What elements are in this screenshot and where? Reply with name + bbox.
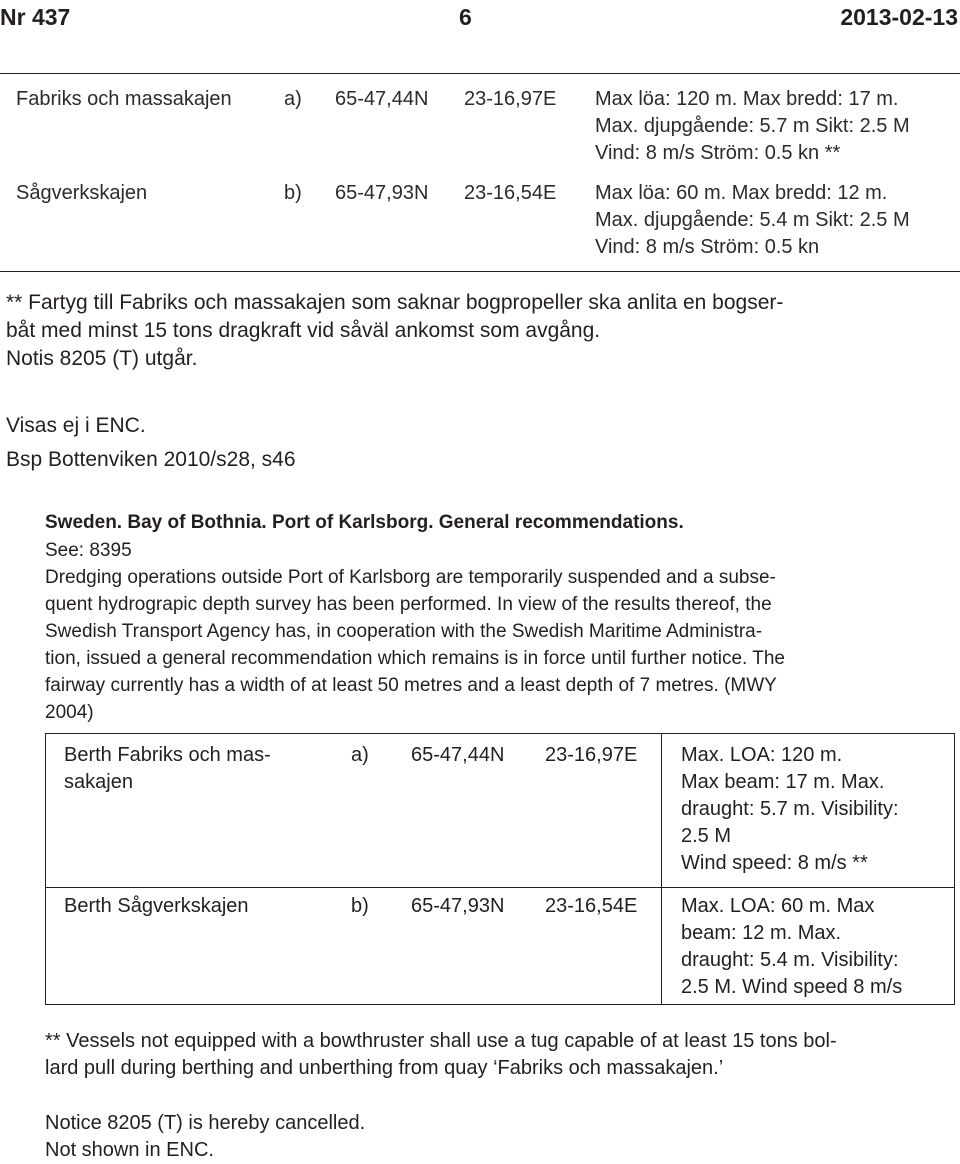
see-reference: See: 8395 [45, 540, 132, 561]
berth-mark: a) [284, 88, 302, 110]
berth-longitude: 23-16,54E [464, 182, 557, 204]
info-line: Max. djupgående: 5.7 m Sikt: 2.5 M [595, 115, 910, 137]
info-line: Max. LOA: 60 m. Max [681, 895, 875, 917]
body-line: quent hydrograpic depth survey has been performed. In view of the results thereof, the [45, 594, 772, 615]
note-line: ** Vessels not equipped with a bowthruster shall use a tug capable of at least 15 tons bol- [45, 1030, 837, 1052]
english-note [45, 1028, 837, 1082]
berth-latitude: 65-47,44N [411, 744, 505, 766]
info-line: 2.5 M [681, 825, 732, 847]
info-line: 2.5 M. Wind speed 8 m/s [681, 976, 903, 998]
table-bottom-rule [0, 271, 960, 272]
body-line: 2004) [45, 702, 94, 723]
swedish-enc-note: Visas ej i ENC. [6, 414, 146, 437]
berth-name: Berth Sågverkskajen [64, 895, 249, 917]
name-line: sakajen [64, 771, 133, 793]
berth-info [681, 742, 899, 877]
table-top-rule [0, 73, 960, 74]
info-line: Max löa: 120 m. Max bredd: 17 m. [595, 88, 899, 110]
info-line: Max beam: 17 m. Max. [681, 771, 885, 793]
note-line: båt med minst 15 tons dragkraft vid såväl ankomst som avgång. [6, 319, 601, 342]
berth-info [595, 180, 910, 261]
info-line: Max. LOA: 120 m. [681, 744, 843, 766]
swedish-note [6, 289, 783, 373]
berth-longitude: 23-16,54E [545, 895, 638, 917]
berth-name [64, 742, 271, 796]
info-line: Max löa: 60 m. Max bredd: 12 m. [595, 182, 888, 204]
info-line: beam: 12 m. Max. [681, 922, 842, 944]
berth-mark: b) [351, 895, 369, 917]
issue-number: Nr 437 [0, 4, 71, 30]
table-column-divider [661, 733, 662, 1005]
page-number: 6 [459, 4, 472, 30]
info-line: draught: 5.7 m. Visibility: [681, 798, 899, 820]
swedish-chart-reference: Bsp Bottenviken 2010/s28, s46 [6, 448, 296, 471]
body-line: tion, issued a general recommendation which remains is in force until further notice. The [45, 648, 785, 669]
note-line: lard pull during berthing and unberthing from quay ‘Fabriks och massakajen.’ [45, 1057, 724, 1079]
berth-longitude: 23-16,97E [545, 744, 638, 766]
berth-latitude: 65-47,93N [335, 182, 429, 204]
issue-date: 2013-02-13 [840, 4, 958, 30]
berth-latitude: 65-47,44N [335, 88, 429, 110]
body-line: Swedish Transport Agency has, in cooperation with the Swedish Maritime Administra- [45, 621, 763, 642]
english-body [45, 564, 785, 726]
english-enc-note: Not shown in ENC. [45, 1139, 214, 1161]
berth-latitude: 65-47,93N [411, 895, 505, 917]
note-line: Notis 8205 (T) utgår. [6, 347, 198, 370]
info-line: draught: 5.4 m. Visibility: [681, 949, 899, 971]
berth-info [595, 86, 910, 167]
body-line: fairway currently has a width of at least 50 metres and a least depth of 7 metres. (MWY [45, 675, 777, 696]
info-line: Wind speed: 8 m/s ** [681, 852, 868, 874]
info-line: Vind: 8 m/s Ström: 0.5 kn ** [595, 142, 841, 164]
berth-mark: b) [284, 182, 302, 204]
berth-info [681, 893, 902, 1001]
berth-longitude: 23-16,97E [464, 88, 557, 110]
body-line: Dredging operations outside Port of Karlsborg are temporarily suspended and a subse- [45, 567, 776, 588]
berth-mark: a) [351, 744, 369, 766]
cancellation-notice: Notice 8205 (T) is hereby cancelled. [45, 1112, 366, 1134]
name-line: Berth Fabriks och mas- [64, 744, 271, 766]
berth-name: Sågverkskajen [16, 182, 148, 204]
info-line: Vind: 8 m/s Ström: 0.5 kn [595, 236, 820, 258]
note-line: ** Fartyg till Fabriks och massakajen som saknar bogpropeller ska anlita en bogser- [6, 291, 784, 314]
info-line: Max. djupgående: 5.4 m Sikt: 2.5 M [595, 209, 910, 231]
berth-name: Fabriks och massakajen [16, 88, 232, 110]
section-title: Sweden. Bay of Bothnia. Port of Karlsborg. General recommendations. [45, 512, 684, 533]
